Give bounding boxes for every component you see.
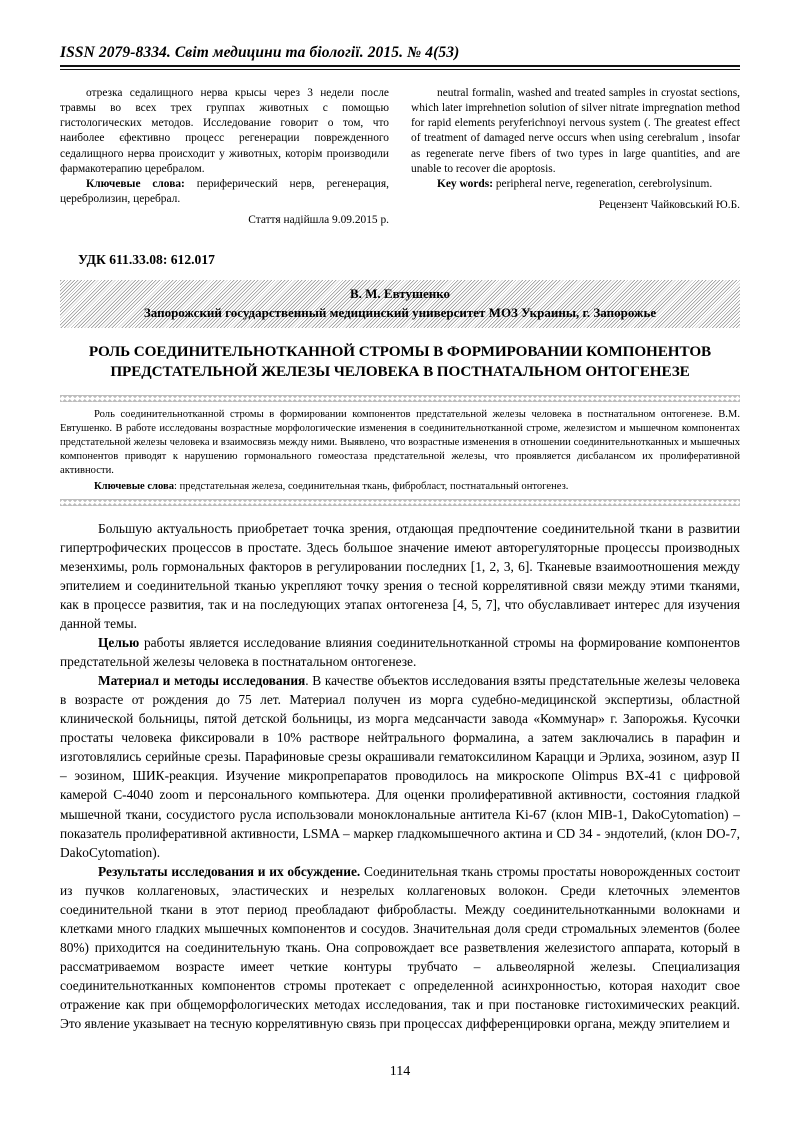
top-abstracts-section — [60, 86, 740, 228]
russian-keywords-label: Ключевые слова: — [86, 177, 185, 190]
aim-lead-in: Целью — [98, 635, 140, 651]
english-keywords-text: peripheral nerve, regeneration, cerebrolysinum. — [493, 177, 713, 190]
russian-keywords-text: периферический нерв, регенерация, церебролизин, церебрал. — [60, 177, 389, 206]
abstract-top-zigzag-rule — [60, 395, 740, 402]
russian-abstract-body: отрезка седалищного нерва крысы через 3 недели после травмы во всех трех группах животных с помощью гистологических методов. Исследование говорит о том, что наиболее єфективно процесс регенерации поврежденного седалищного нерва происходит у животных, которім производили фармакотерапию церебралом. — [60, 87, 389, 175]
page-number: 114 — [389, 1064, 411, 1079]
abstract-column-russian — [60, 86, 389, 228]
russian-keywords-line — [60, 177, 389, 207]
abstract-bottom-zigzag-rule — [60, 499, 740, 506]
udc-code: УДК 611.33.08: 612.017 — [78, 252, 215, 268]
body-paragraph-methods — [60, 671, 740, 861]
abstract-keywords-text: : предстательная железа, соединительная ткань, фибробласт, постнатальный онтогенез. — [174, 481, 569, 493]
article-title: РОЛЬ СОЕДИНИТЕЛЬНОТКАННОЙ СТРОМЫ В ФОРМИРОВАНИИ КОМПОНЕНТОВ ПРЕДСТАТЕЛЬНОЙ ЖЕЛЕЗЫ ЧЕЛОВЕКА В ПОСТНАТАЛЬНОМ ОНТОГЕНЕЗЕ — [88, 343, 712, 380]
body-paragraph-aim — [60, 633, 740, 671]
methods-text: . В качестве объектов исследования взяты предстательные железы человека в возрасте от рождения до 75 лет. Материал получен из морга судебно-медицинской экспертизы, областной клинической больницы, пятой детской больницы, из морга медсанчасти завода «Коммунар» г. Запорожья. Кусочки простаты человека фиксировали в 10% растворе нейтрального формалина, а затем заключались в парафин и изготовлялись серийные срезы. Парафиновые срезы окрашивали гематоксилином Карацци и Эрлиха, эозином, азур II – эозином, ШИК-реакция. Изучение микропрепаратов проводилось на микроскопе Olimpus BX-41 с цифровой камерой С-4040 zoom и персонального компьютера. Для оценки пролиферативной активности, состояния гладкой мышечной ткани, сосудистого русла использовали моноклональные антитела Ki-67 (клон MIB-1, DakoCytomation) – показатель пролиферативной активности, LSMA – маркер гладкомышечного актина и CD 34 - эндотелий, (клон DO-7, DakoCytomation). — [60, 673, 740, 860]
submission-date: Стаття надійшла 9.09.2015 р. — [248, 214, 389, 227]
methods-lead-in: Материал и методы исследования — [98, 673, 306, 689]
author-affiliation-band — [60, 280, 740, 328]
english-abstract-body: neutral formalin, washed and treated samples in cryostat sections, which later imprehnetion solution of silver nitrate impregnation method for rapid elements peryferichnoyi nervous system (. The greatest effect of treatment of damaged nerve occurs when using cerebralum , insofar as regenerate nerve fibers of two types in large quantities, and are unable to recover die apoptosis. — [411, 87, 740, 175]
body-paragraph-results — [60, 862, 740, 1033]
article-body — [60, 519, 740, 1033]
aim-text: работы является исследование влияния соединительнотканной стромы на формирование компонентов предстательной железы человека в постнатальном онтогенезе. — [60, 635, 740, 670]
body-paragraph-intro: Большую актуальность приобретает точка зрения, отдающая предпочтение соединительной ткани в развитии гипертрофических процессов в простате. Здесь большое значение имеют авторегуляторные процессы производных мезенхимы, роль гормональных факторов в регулировании последних [1, 2, 3, 6]. Тканевые взаимоотношения между эпителием и соединительной тканью укрепляют точку зрения о тесной коррелятивной связи между этими тканями, как в процессе развития, так и на последующих этапах онтогенеза [4, 5, 7], что обуславливает интерес для изучения данной темы. — [60, 521, 740, 632]
reviewer-line: Рецензент Чайковський Ю.Б. — [598, 199, 740, 212]
author-affiliation: Запорожский государственный медицинский университет МОЗ Украины, г. Запорожье — [143, 304, 657, 320]
abstract-keywords-label: Ключевые слова — [94, 481, 175, 493]
abstract-text: Роль соединительнотканной стромы в формировании компонентов предстательной железы человека в постнатальном онтогенезе. В.М. Евтушенко. В работе исследованы возрастные морфологические изменения в соединительнотканной строме, железистом и мышечном компонентах предстательной железы человека и взаимосвязь между ними. Выявлено, что возрастные изменения в отношении соединительнотканных и мышечных компонентов приводят к нарушению гормонального гомеостаза предстательной железы, что проявляется дисбалансом их пролиферативной активности. — [60, 409, 740, 477]
english-keywords-label: Key words: — [437, 177, 493, 190]
results-text: Соединительная ткань стромы простаты новорожденных состоит из пучков коллагеновых, эластических и незрелых коллагеновых волокон. Среди клеточных элементов соединительной ткани в этот период преобладают фибробласты. Между соединительнотканными волокнами и клетками много гладких мышечных компонентов и сосудов. Значительная доля среди стромальных элементов (более 80%) приходится на соединительную ткань. Она сопровождает все разветвления железистого аппарата, который в рассматриваемом возрасте имеет четкие контуры трубчато – альвеолярной железы. Специализация соединительнотканных компонентов стромы протекает с определенной асинхронностью, которая находит свое отражение как при общеморфологических методах исследования, так и при постановке гистохимических реакций. Это явление указывает на тесную коррелятивную связь при процессах дифференцировки органа, между эпителием и — [60, 863, 740, 1031]
author-name: В. М. Евтушенко — [349, 286, 451, 302]
running-head-rule — [60, 65, 740, 70]
abstract-column-english — [411, 86, 740, 228]
english-keywords-line — [411, 177, 740, 192]
abstract-keywords-line — [60, 480, 740, 494]
running-head: ISSN 2079-8334. Світ медицини та біології. 2015. № 4(53) — [60, 44, 460, 61]
results-lead-in: Результаты исследования и их обсуждение. — [98, 863, 361, 879]
article-abstract — [60, 402, 740, 499]
